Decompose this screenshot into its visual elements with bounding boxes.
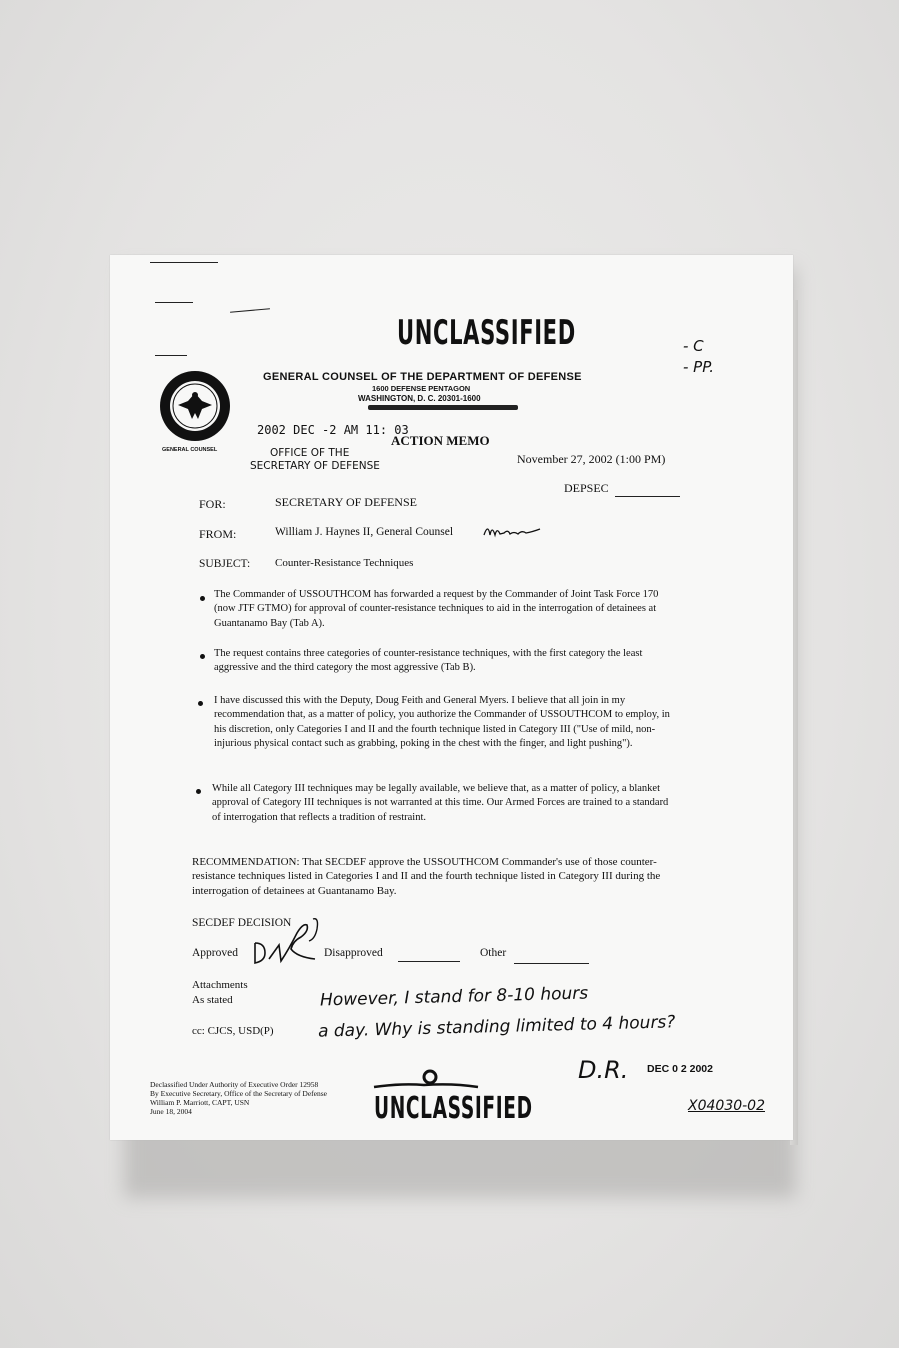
bullet-paragraph: The request contains three categories of counter-resistance techniques, with the first category the least aggressive and the third category the most aggressive (Tab B). [214,648,643,674]
subject-label: SUBJECT: [199,558,251,570]
rumsfeld-approval-signature [245,915,335,975]
margin-note: - C [683,337,704,355]
declassification-note: Declassified Under Authority of Executive Order 12958 [150,1080,319,1089]
document-number: X04030-02 [688,1098,765,1114]
memo-type: ACTION MEMO [391,433,490,448]
unclassified-stamp-top: UNCLASSIFIED [397,313,576,353]
recommendation: RECOMMENDATION: That SECDEF approve the USSOUTHCOM Commander's use of those counter-resistance techniques listed in Categories I and II and the fourth technique listed in Category III during the interrogation of detainees at Guantanamo Bay. [192,856,661,897]
memo-print-board [110,255,793,1140]
approved-label: Approved [192,947,238,959]
bullet-paragraph: While all Category III techniques may be legally available, we believe that, as a matter of policy, a blanket approval of Category III techniques is not warranted at this time. Our Armed Forces are trained to a standard of interrogation that reflects a tradition of restraint. [212,783,669,823]
from-label: FROM: [199,527,237,541]
depsec-line [615,496,680,497]
for-label: FOR: [199,497,226,511]
bullet-marker [198,701,203,706]
haynes-signature [482,521,542,543]
office-address: 1600 DEFENSE PENTAGON [372,384,471,393]
unclassified-stamp-bottom: UNCLASSIFIED [374,1091,533,1126]
declassification-note: By Executive Secretary, Office of the Secretary of Defense [150,1089,328,1098]
margin-mark [230,308,270,312]
margin-mark [150,262,218,263]
other-label: Other [480,947,507,959]
attachments-label: Attachments [192,979,248,991]
handwritten-note: However, I stand for 8-10 hours [319,983,589,1011]
disapproved-line [398,961,460,962]
received-office: SECRETARY OF DEFENSE [250,460,380,472]
bullet-paragraph: The Commander of USSOUTHCOM has forwarded a request by the Commander of Joint Task Force 170 (now JTF GTMO) for approval of counter-resistance techniques to aid in the interrogation of detainees at Guantanamo Bay (Tab A). [214,589,659,629]
handwritten-initials: D.R. [578,1056,629,1084]
other-line [514,963,589,964]
for-value: SECRETARY OF DEFENSE [275,495,417,509]
margin-mark [155,355,187,356]
depsec-label: DEPSEC [564,481,609,495]
subject-value: Counter-Resistance Techniques [275,557,414,569]
memo-date: November 27, 2002 (1:00 PM) [517,452,666,466]
dod-seal-icon [158,369,232,443]
margin-mark [155,302,193,303]
bullet-marker [200,654,205,659]
disapproved-label: Disapproved [324,947,383,959]
handwritten-note: a day. Why is standing limited to 4 hours? [317,1012,676,1042]
bullet-marker [200,596,205,601]
office-city: WASHINGTON, D. C. 20301-1600 [358,394,481,403]
office-name: GENERAL COUNSEL OF THE DEPARTMENT OF DEFENSE [263,371,582,383]
received-stamp: 2002 DEC -2 AM 11: 03 [257,423,409,437]
bullet-marker [196,789,201,794]
seal-caption: GENERAL COUNSEL [162,447,218,453]
declassification-note: William P. Marriott, CAPT, USN [150,1098,250,1107]
cc-line: cc: CJCS, USD(P) [192,1025,274,1037]
received-office: OFFICE OF THE [270,447,350,459]
margin-note: - PP. [683,358,714,376]
attachments-value: As stated [192,994,233,1006]
declassification-note: June 18, 2004 [150,1107,192,1116]
stamp-smudge [372,1067,480,1091]
bullet-paragraph: I have discussed this with the Deputy, Doug Feith and General Myers. I believe that all join in my recommendation that, as a matter of policy, you authorize the Commander of USSOUTHCOM to employ, in his discretion, only Categories I and II and the fourth technique listed in Category III ("Use of mild, non-injurious physical contact such as grabbing, poking in the chest with the finger, and light pushing"). [214,695,670,749]
redaction-bar [368,405,518,410]
dated-stamp: DEC 0 2 2002 [647,1063,713,1075]
from-value: William J. Haynes II, General Counsel [275,526,454,538]
decision-label: SECDEF DECISION [192,917,292,929]
